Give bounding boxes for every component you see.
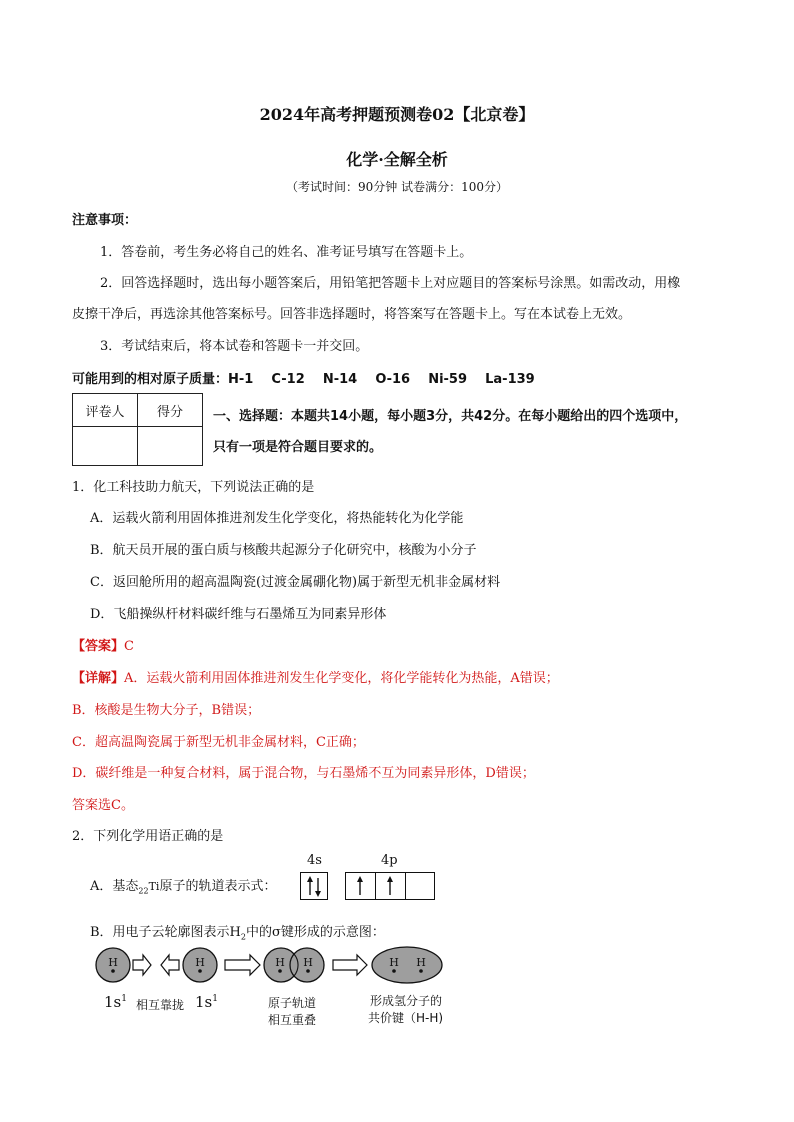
bond-label-2: 共价键（H-H) (368, 1011, 444, 1025)
one-s-label-right (195, 993, 218, 1011)
q1-option-a: A．运载火箭利用固体推进剂发生化学变化，将热能转化为化学能 (90, 511, 464, 526)
q2-stem: 2．下列化学用语正确的是 (72, 829, 224, 844)
h2-molecule-ellipse (372, 947, 442, 983)
q1-option-d: D．飞船操纵杆材料碳纤维与石墨烯互为同素异形体 (90, 607, 387, 622)
detail-a-text: A．运载火箭利用固体推进剂发生化学变化，将化学能转化为热能，A错误； (124, 671, 559, 686)
q2-option-b-suffix: 中的σ键形成的示意图： (245, 925, 385, 940)
notes-heading: 注意事项： (72, 213, 138, 228)
up-down-arrows-icon (302, 874, 327, 899)
h-atom-label: H (108, 956, 118, 969)
up-arrow-icon (376, 874, 404, 899)
h-atom-label: H (275, 956, 285, 969)
page-title: 2024年高考押题预测卷02【北京卷】 (259, 105, 535, 124)
electron-dot (392, 969, 396, 973)
score-cell (138, 427, 203, 466)
h-atom-label: H (195, 956, 205, 969)
page-subtitle: 化学·全解全析 (346, 150, 448, 169)
electron-dot (198, 969, 202, 973)
q2-element: Ti (148, 880, 160, 893)
one-s-text: 1s (104, 993, 122, 1011)
overlap-label-2: 相互重叠 (268, 1013, 317, 1027)
note-item-1: 1．答卷前，考生务必将自己的姓名、准考证号填写在答题卡上。 (100, 245, 473, 260)
h-atom-label: H (303, 956, 313, 969)
q2-atomic-number: 22 (138, 886, 149, 896)
one-s-sup: 1 (212, 994, 218, 1004)
grader-header: 评卷人 (73, 394, 138, 427)
orbital-4p-cell-1 (346, 873, 376, 899)
q2-option-a-prefix: A．基态 (90, 879, 139, 894)
score-table (72, 393, 203, 466)
electron-dot (306, 969, 310, 973)
orbital-4s-box (300, 872, 328, 900)
electron-dot (111, 969, 115, 973)
up-arrow-icon (346, 874, 374, 899)
q1-detail-c: C．超高温陶瓷属于新型无机非金属材料，C正确； (72, 735, 365, 750)
orbital-4s-label: 4s (307, 853, 322, 868)
right-arrow-icon (225, 955, 260, 975)
one-s-sup: 1 (121, 994, 127, 1004)
left-arrow-icon (161, 955, 179, 975)
exam-timing: （考试时间：90分钟 试卷满分：100分） (286, 180, 508, 194)
detail-label: 【详解】 (72, 671, 125, 686)
right-arrow-icon (333, 955, 367, 975)
answer-label: 【答案】 (72, 639, 125, 654)
section-heading-line1: 一、选择题：本题共14小题，每小题3分，共42分。在每小题给出的四个选项中， (213, 409, 688, 424)
orbital-4p-label: 4p (381, 853, 398, 868)
bond-label-1: 形成氢分子的 (370, 994, 443, 1008)
one-s-text: 1s (195, 993, 213, 1011)
q1-option-b: B．航天员开展的蛋白质与核酸共起源分子化研究中，核酸为小分子 (90, 543, 477, 558)
orbital-4p-box (345, 872, 435, 900)
h-atom-label: H (416, 956, 426, 969)
note-item-2-cont: 皮擦干净后，再选涂其他答案标号。回答非选择题时，将答案写在答题卡上。写在本试卷上无效。 (72, 307, 632, 322)
q2-option-b-sub: 2 (240, 932, 246, 942)
h-atom-label: H (389, 956, 399, 969)
sigma-bond-diagram (85, 940, 485, 1000)
right-arrow-icon (133, 955, 151, 975)
q1-stem: 1．化工科技助力航天，下列说法正确的是 (72, 480, 315, 495)
electron-dot (419, 969, 423, 973)
q1-answer (72, 635, 134, 654)
grader-cell (73, 427, 138, 466)
atomic-masses: 可能用到的相对原子质量：H-1 C-12 N-14 O-16 Ni-59 La-139 (72, 372, 535, 387)
score-header: 得分 (138, 394, 203, 427)
q2-option-a (90, 875, 276, 896)
q1-detail-a (72, 667, 559, 686)
section-heading-line2: 只有一项是符合题目要求的。 (213, 440, 383, 455)
approach-label: 相互靠拢 (136, 998, 185, 1012)
overlap-label-1: 原子轨道 (268, 996, 317, 1010)
electron-dot (278, 969, 282, 973)
q1-detail-d: D．碳纤维是一种复合材料，属于混合物，与石墨烯不互为同素异形体，D错误； (72, 766, 535, 781)
note-item-3: 3．考试结束后，将本试卷和答题卡一并交回。 (100, 339, 369, 354)
q2-option-b (90, 921, 385, 942)
answer-value: C (124, 639, 134, 654)
note-item-2: 2．回答选择题时，选出每小题答案后，用铅笔把答题卡上对应题目的答案标号涂黑。如需改动，用橡 (100, 276, 681, 291)
q2-option-b-prefix: B．用电子云轮廓图表示H (90, 925, 241, 940)
q1-detail-b: B．核酸是生物大分子，B错误； (72, 703, 261, 718)
q1-option-c: C．返回舱所用的超高温陶瓷(过渡金属硼化物)属于新型无机非金属材料 (90, 575, 501, 590)
orbital-4p-cell-2 (376, 873, 406, 899)
q2-option-a-suffix: 原子的轨道表示式： (159, 879, 277, 894)
one-s-label-left (104, 993, 127, 1011)
q1-conclusion: 答案选C。 (72, 798, 134, 813)
